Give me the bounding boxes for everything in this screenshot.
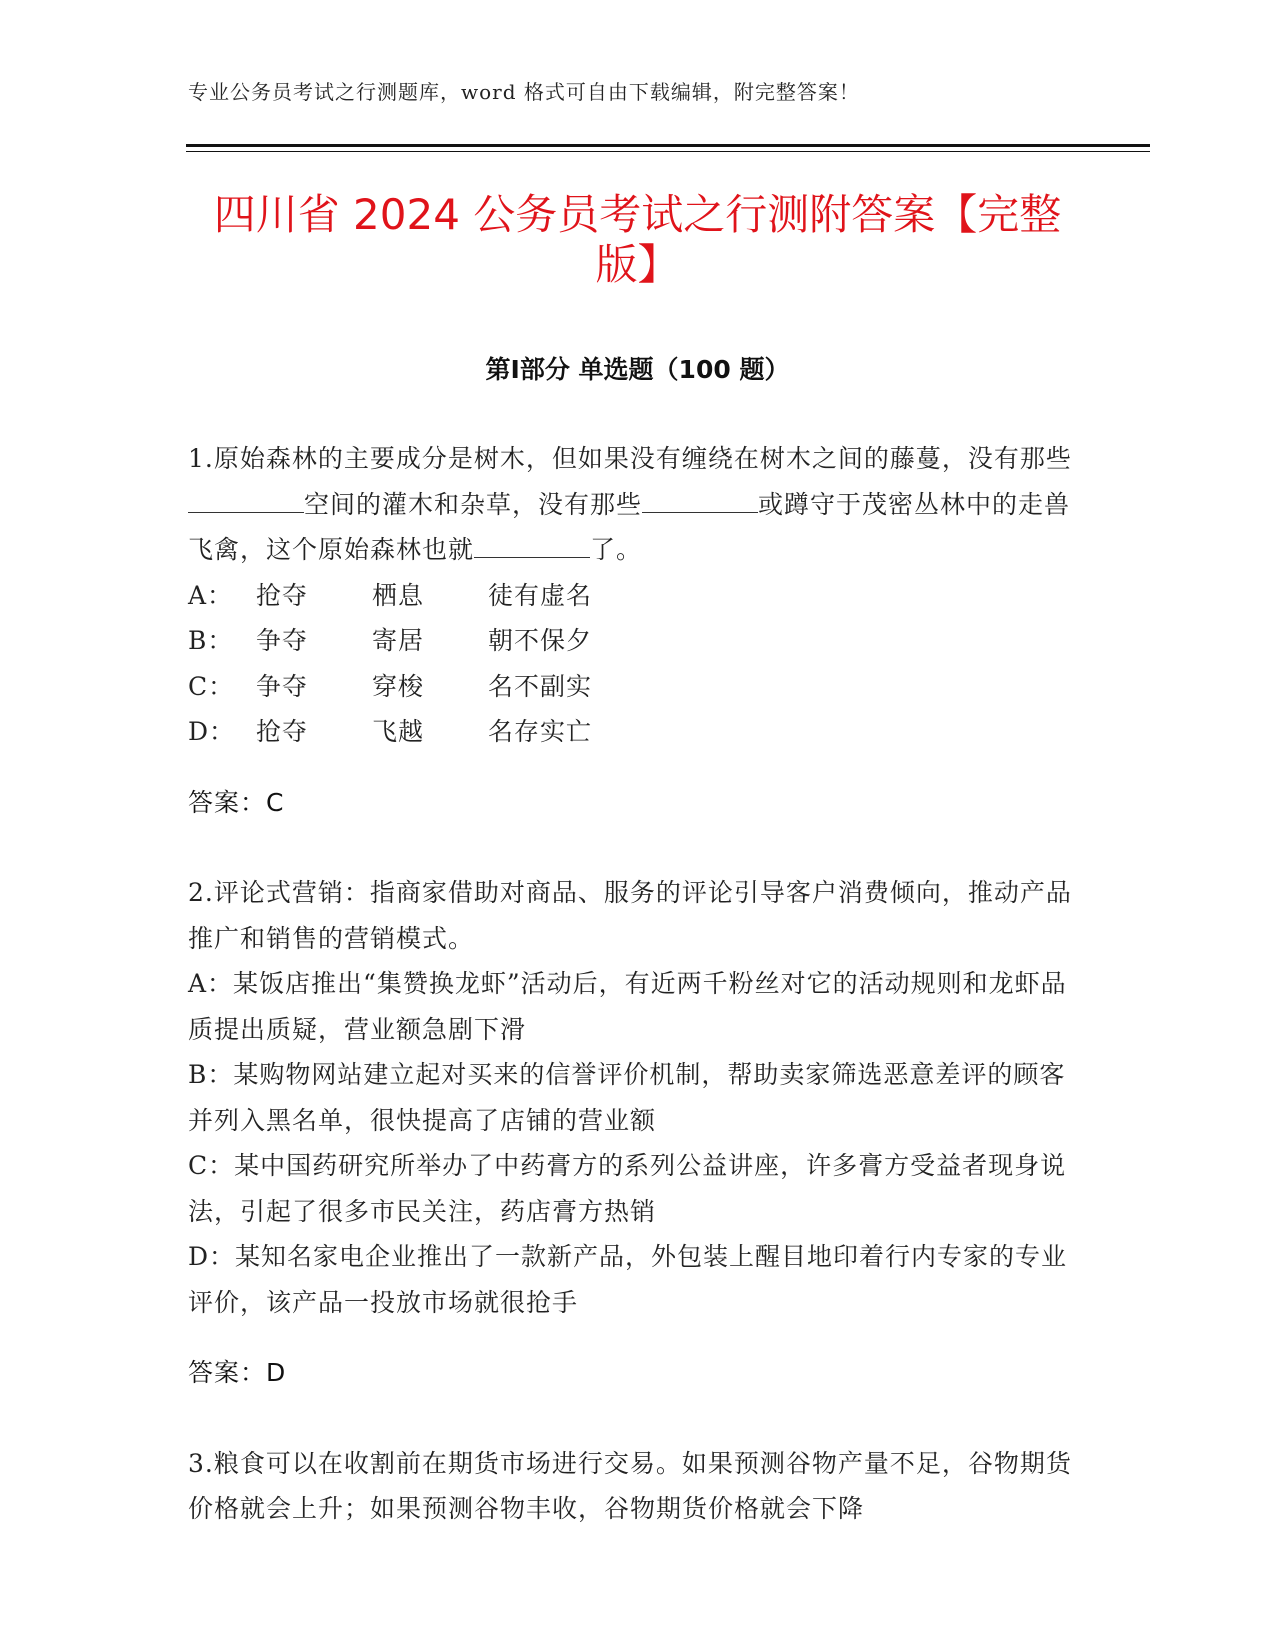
option-word: 穿梭: [372, 671, 425, 701]
header-divider-thin: [186, 151, 1150, 152]
option-label: A：: [188, 580, 234, 610]
title-line-1: 四川省 2024 公务员考试之行测附答案【完整: [213, 190, 1062, 239]
question-1-text-part: 空间的灌木和杂草，没有那些: [304, 489, 643, 519]
question-2-text: 2.评论式营销：指商家借助对商品、服务的评论引导客户消费倾向，推动产品推广和销售的营销模式。: [188, 878, 1072, 953]
question-1-option-c: [188, 664, 1078, 710]
option-word: 名存实亡: [488, 717, 593, 746]
blank-line: [474, 535, 590, 558]
question-1-option-d: [188, 709, 1078, 755]
question-1-answer: 答案：C: [188, 787, 285, 817]
option-label: D：: [188, 717, 236, 746]
blank-line: [642, 490, 758, 513]
option-word: 争夺: [256, 671, 309, 701]
question-2-answer: 答案：D: [188, 1358, 287, 1387]
question-1-option-a: [188, 573, 1078, 619]
header-note: 专业公务员考试之行测题库，word 格式可自由下载编辑，附完整答案！: [188, 80, 860, 104]
question-1-text-part: 或蹲守于茂密丛林中的走兽飞禽，这个原始森林也就: [188, 489, 1071, 564]
question-3-text: 3.粮食可以在收割前在期货市场进行交易。如果预测谷物产量不足，谷物期货价格就会上升；如果预测谷物丰收，谷物期货价格就会下降: [188, 1448, 1072, 1523]
question-1: [188, 436, 1078, 825]
option-word: 抢夺: [256, 580, 309, 610]
option-word: 朝不保夕: [488, 626, 593, 655]
option-word: 争夺: [256, 626, 309, 655]
document-title: [150, 190, 1125, 290]
option-word: 栖息: [372, 580, 425, 610]
question-3: [188, 1441, 1078, 1532]
question-2-option-c: C：某中国药研究所举办了中药膏方的系列公益讲座，许多膏方受益者现身说法，引起了很多市民关注，药店膏方热销: [188, 1151, 1067, 1226]
title-line-2: 版】: [595, 240, 680, 289]
question-1-text: [188, 436, 1078, 573]
option-word: 徒有虚名: [488, 580, 593, 610]
header-divider-thick: [186, 144, 1150, 147]
option-word: 名不副实: [488, 671, 593, 701]
option-word: 寄居: [372, 626, 425, 655]
option-word: 飞越: [372, 717, 425, 746]
question-1-text-part: 1.原始森林的主要成分是树木，但如果没有缠绕在树木之间的藤蔓，没有那些: [188, 444, 1072, 473]
question-1-option-b: [188, 618, 1078, 664]
question-2-option-b: B：某购物网站建立起对买来的信誉评价机制，帮助卖家筛选恶意差评的顾客并列入黑名单，很快提高了店铺的营业额: [188, 1060, 1066, 1135]
option-label: C：: [188, 671, 235, 701]
option-label: B：: [188, 626, 234, 655]
option-word: 抢夺: [256, 717, 309, 746]
blank-line: [188, 490, 304, 513]
question-1-text-part: 了。: [590, 535, 643, 564]
section-heading: 第Ⅰ部分 单选题（100 题）: [485, 355, 790, 384]
question-list: [188, 436, 1078, 1577]
question-2: [188, 870, 1078, 1396]
question-2-option-d: D：某知名家电企业推出了一款新产品，外包装上醒目地印着行内专家的专业评价，该产品一投放市场就很抢手: [188, 1242, 1068, 1317]
question-2-option-a: A：某饭店推出“集赞换龙虾”活动后，有近两千粉丝对它的活动规则和龙虾品质提出质疑，营业额急剧下滑: [188, 969, 1067, 1044]
